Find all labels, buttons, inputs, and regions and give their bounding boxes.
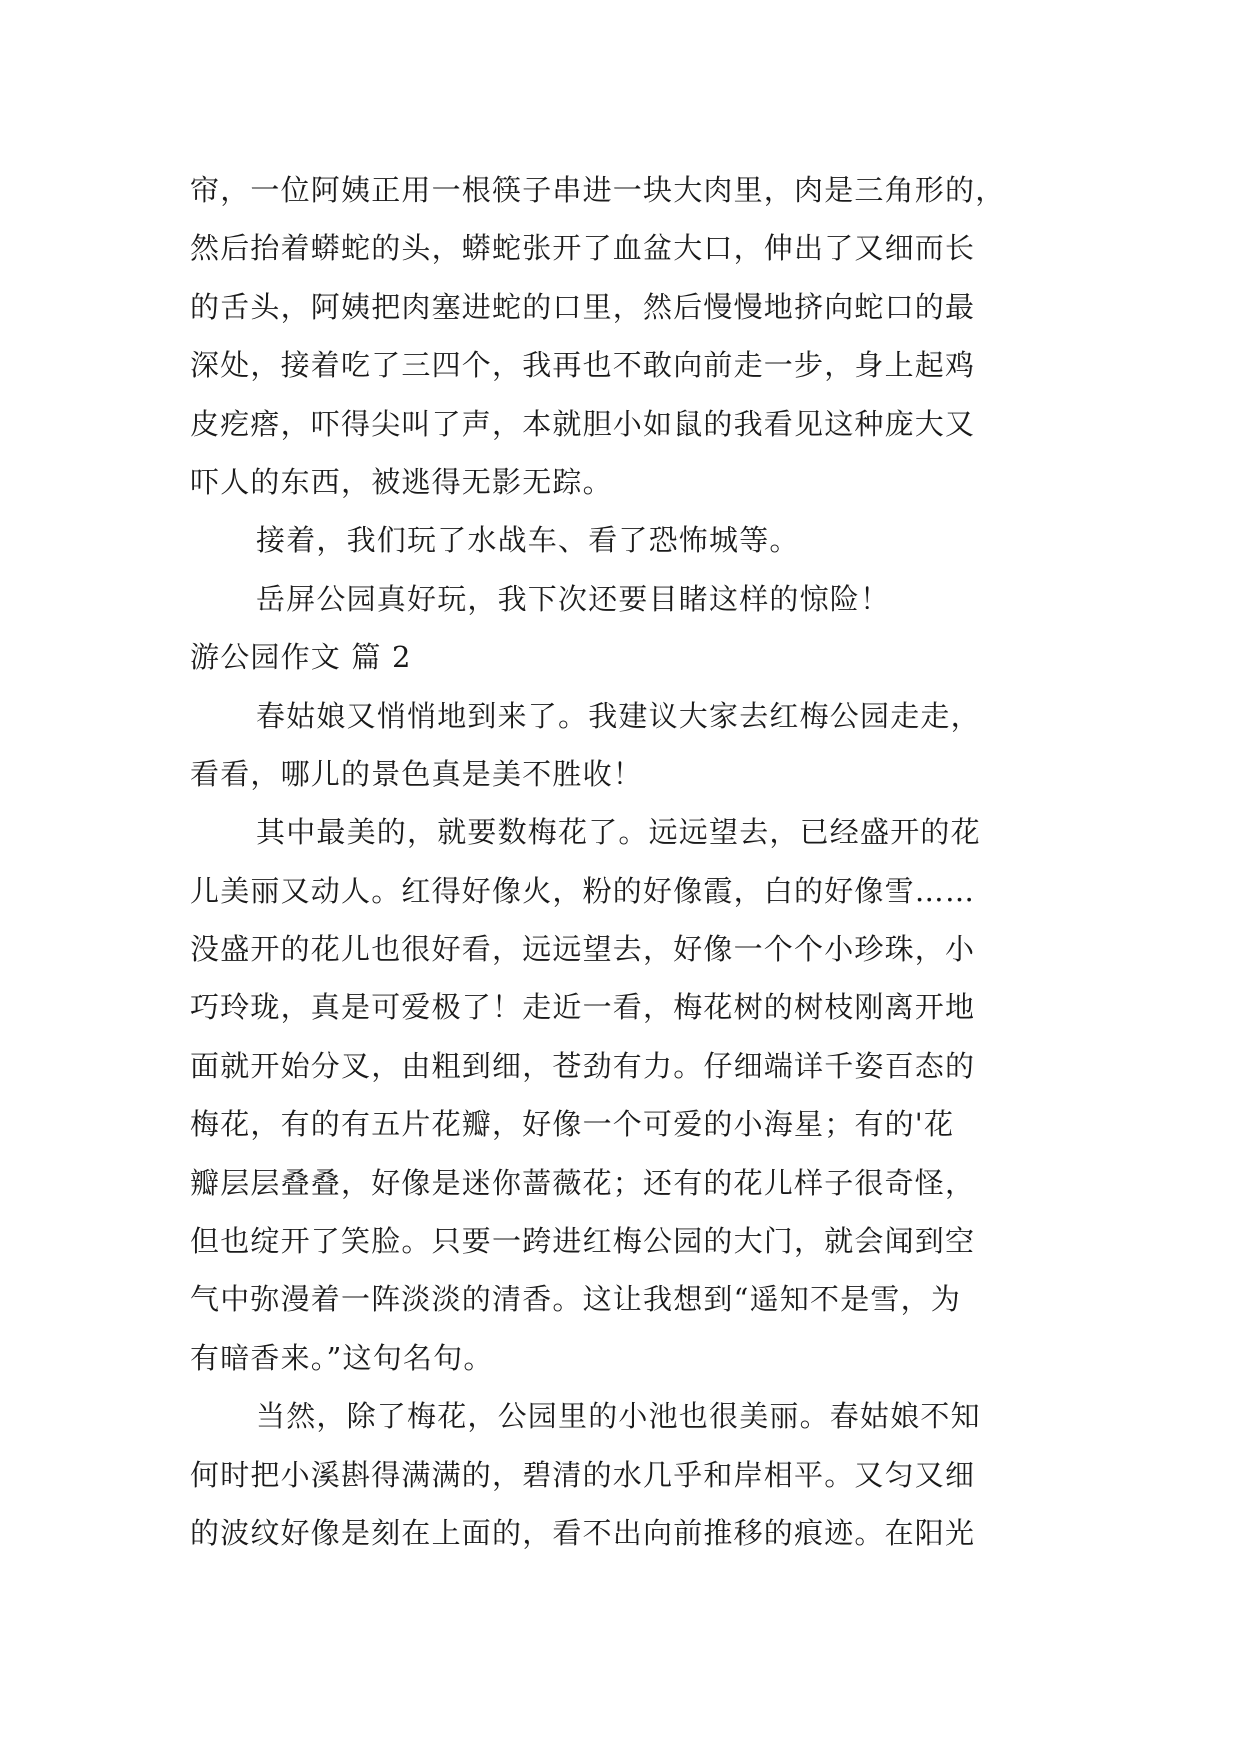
paragraph-first-line: 当然，除了梅花，公园里的小池也很美丽。春姑娘不知 [256, 1399, 981, 1434]
text-line: 面就开始分叉，由粗到细，苍劲有力。仔细端详千姿百态的 [190, 1048, 976, 1083]
text-line: 有暗香来。”这句名句。 [190, 1340, 494, 1375]
section-heading: 游公园作文 篇 2 [190, 640, 412, 675]
paragraph-first-line: 岳屏公园真好玩，我下次还要目睹这样的惊险！ [256, 581, 891, 616]
text-line: 然后抬着蟒蛇的头，蟒蛇张开了血盆大口，伸出了又细而长 [190, 231, 976, 266]
text-line: 的舌头，阿姨把肉塞进蛇的口里，然后慢慢地挤向蛇口的最 [190, 289, 976, 324]
text-line: 何时把小溪斟得满满的，碧清的水几乎和岸相平。又匀又细 [190, 1457, 976, 1492]
text-line: 没盛开的花儿也很好看，远远望去，好像一个个小珍珠，小 [190, 932, 976, 967]
text-line: 但也绽开了笑脸。只要一跨进红梅公园的大门，就会闻到空 [190, 1224, 976, 1259]
text-line: 瓣层层叠叠，好像是迷你蔷薇花；还有的花儿样子很奇怪， [190, 1165, 976, 1200]
text-line: 皮疙瘩，吓得尖叫了声，本就胆小如鼠的我看见这种庞大又 [190, 406, 976, 441]
paragraph-first-line: 其中最美的，就要数梅花了。远远望去，已经盛开的花 [256, 815, 981, 850]
text-line: 帘，一位阿姨正用一根筷子串进一块大肉里，肉是三角形的， [190, 173, 1006, 207]
text-line: 吓人的东西，被逃得无影无踪。 [190, 464, 613, 499]
text-line: 气中弥漫着一阵淡淡的清香。这让我想到“遥知不是雪，为 [190, 1282, 962, 1317]
text-line: 梅花，有的有五片花瓣，好像一个可爱的小海星；有的'花 [190, 1107, 955, 1142]
text-line: 深处，接着吃了三四个，我再也不敢向前走一步，身上起鸡 [190, 348, 976, 383]
paragraph-first-line: 接着，我们玩了水战车、看了恐怖城等。 [256, 523, 800, 558]
text-line: 看看，哪儿的景色真是美不胜收！ [190, 756, 644, 791]
paragraph-first-line: 春姑娘又悄悄地到来了。我建议大家去红梅公园走走， [256, 698, 981, 733]
text-line: 巧玲珑，真是可爱极了！走近一看，梅花树的树枝刚离开地 [190, 990, 976, 1025]
document-body [190, 161, 1050, 1562]
text-line: 的波纹好像是刻在上面的，看不出向前推移的痕迹。在阳光 [190, 1515, 976, 1550]
text-line: 儿美丽又动人。红得好像火，粉的好像霞，白的好像雪…… [190, 873, 976, 908]
